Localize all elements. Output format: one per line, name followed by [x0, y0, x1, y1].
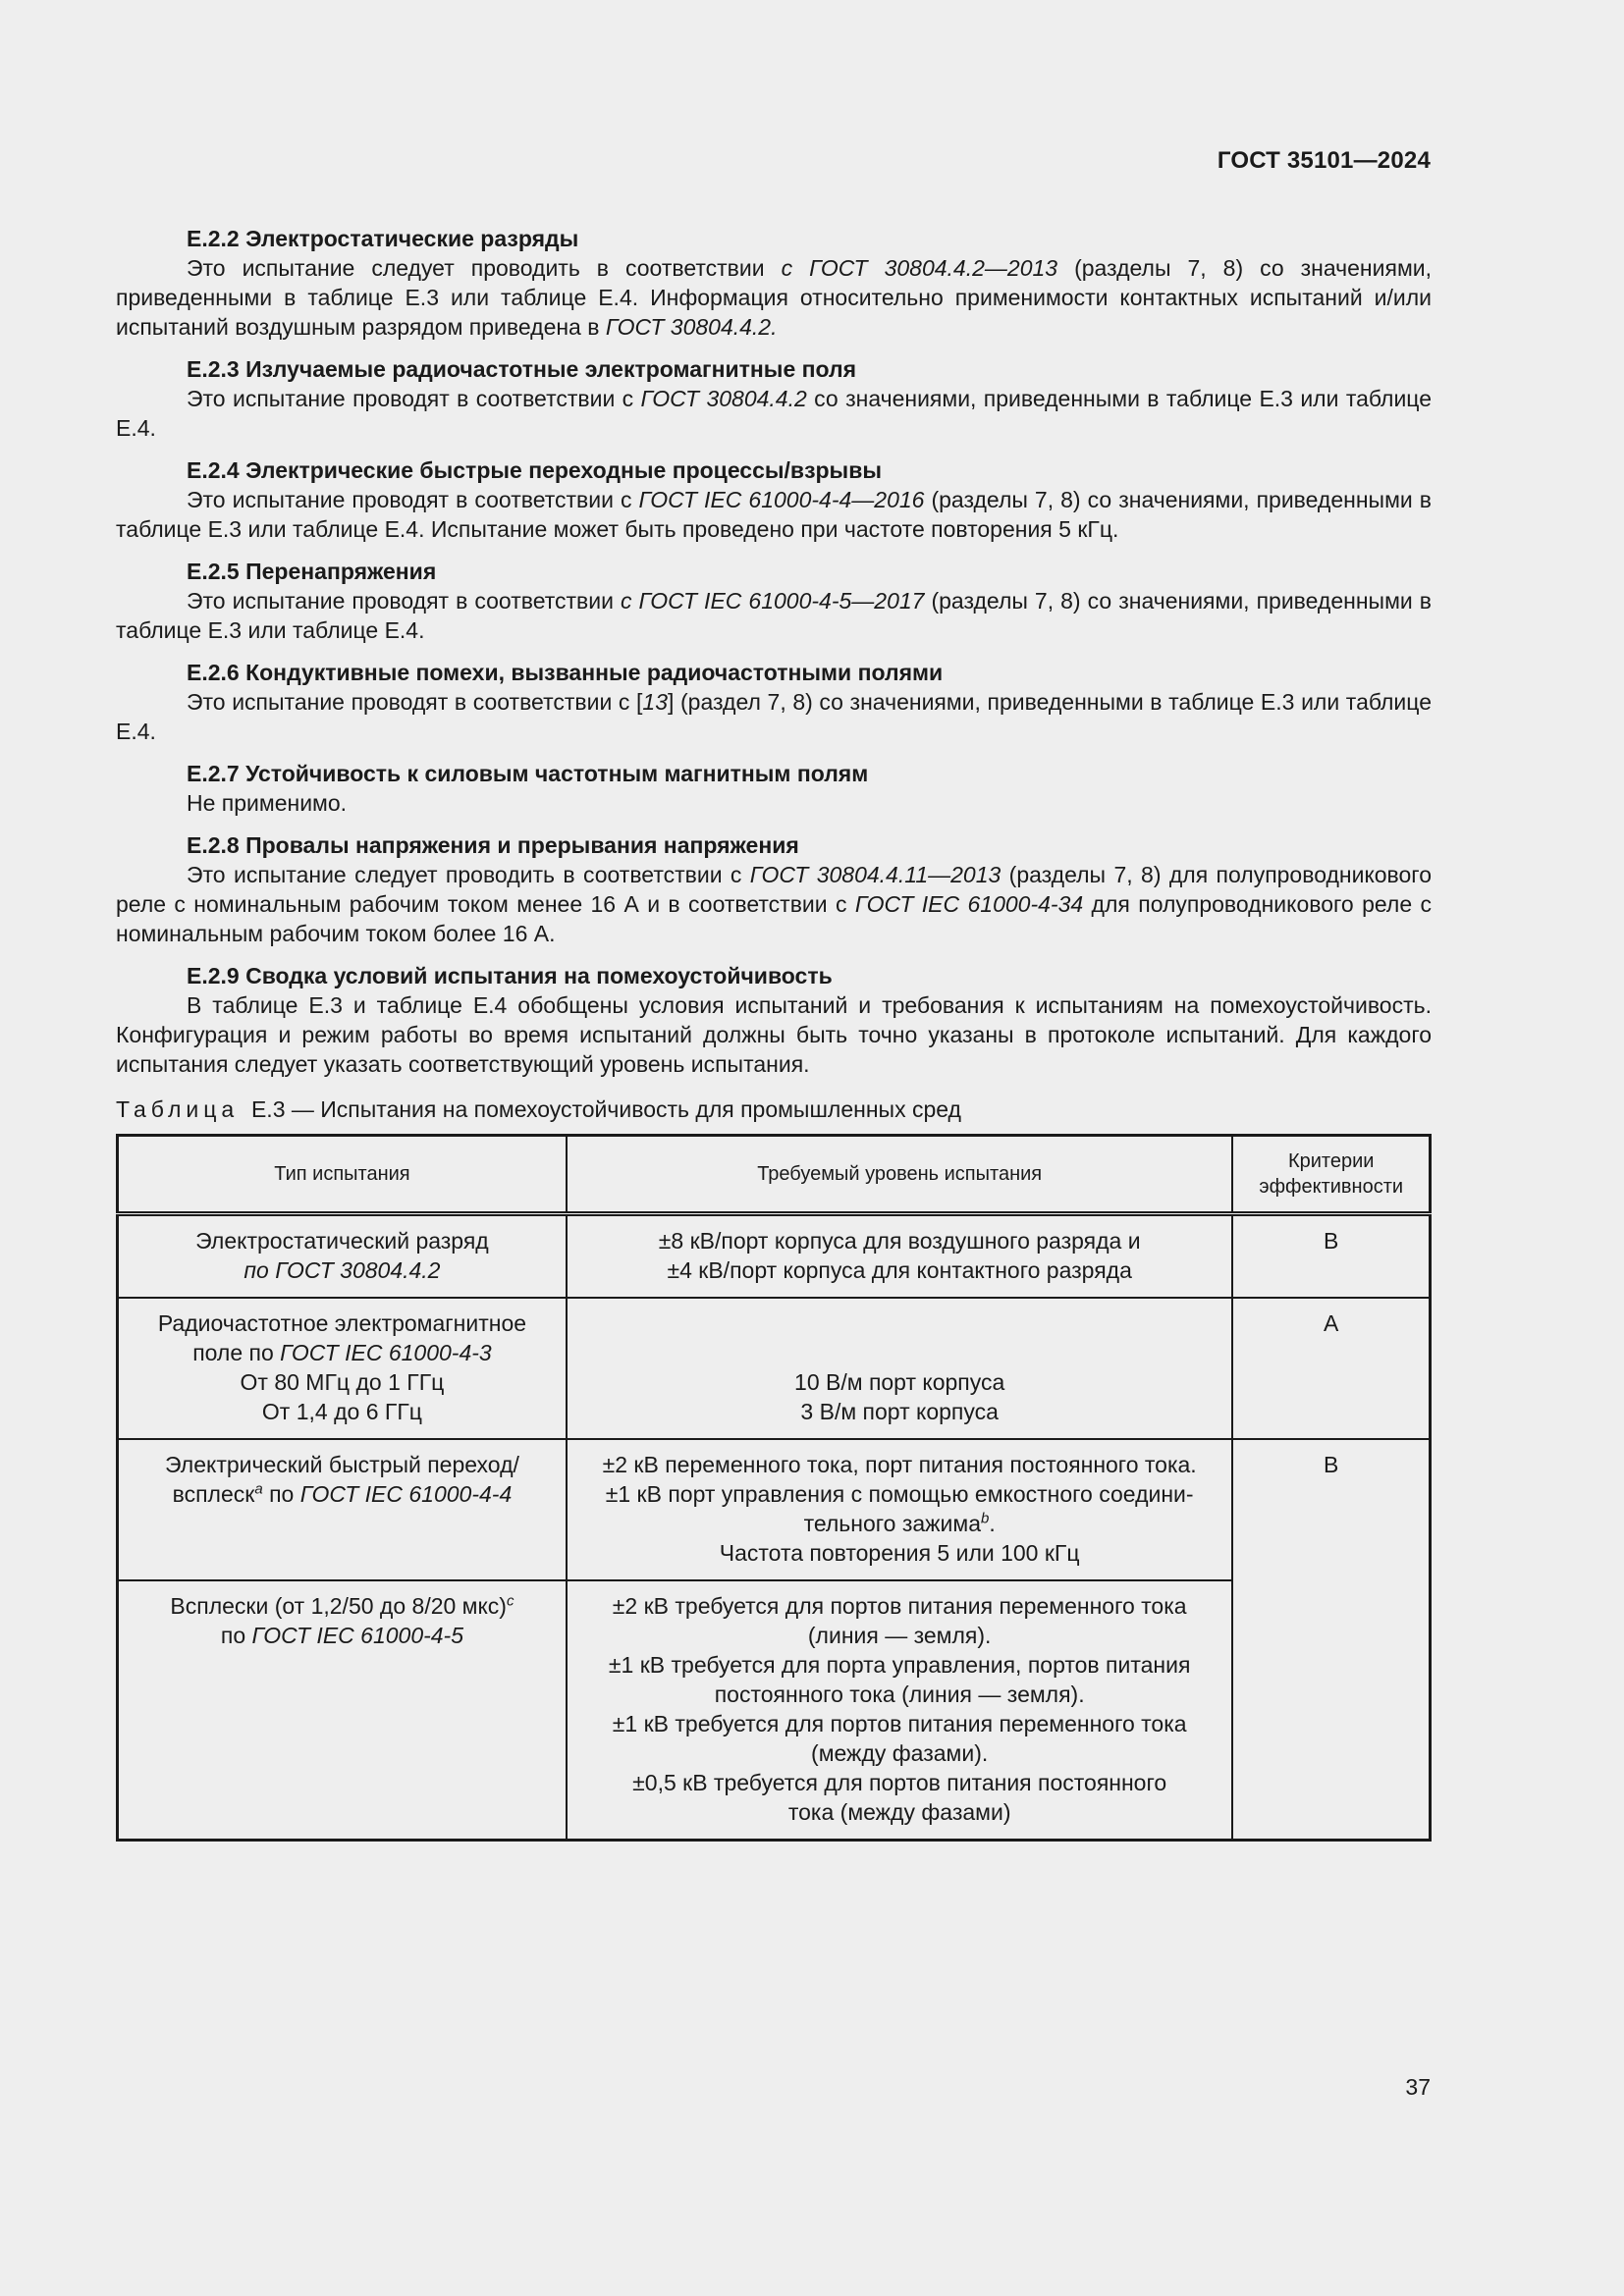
section-text: Это испытание проводят в соответствии с ГОСТ IEC 61000-4-5—2017 (разделы 7, 8) со значениями, приведенными в таблице Е.3 или таблице Е.4.	[116, 588, 1432, 643]
section-title: Е.2.4 Электрические быстрые переходные процессы/взрывы	[187, 457, 882, 483]
section-text: В таблице Е.3 и таблице Е.4 обобщены условия испытаний и требования к испытаниям на помехоустойчивость. Конфигурация и режим работы во время испытаний должны быть точно указаны в протоколе испытаний. Для каждого испытания следует указать соответствующий уровень испытания.	[116, 992, 1432, 1077]
standard-reference: ГОСТ IEC 61000-4-34	[854, 891, 1084, 917]
cell-required-level: ±2 кВ требуется для портов питания переменного тока (линия — земля). ±1 кВ требуется для порта управления, портов питания постоянного тока (линия — земля). ±1 кВ требуется для портов питания переменного тока (между фазами). ±0,5 кВ требуется для портов питания постоянного тока (между фазами)	[567, 1580, 1233, 1841]
section-e23	[116, 354, 1432, 443]
cell-required-level: ±8 кВ/порт корпуса для воздушного разряда и ±4 кВ/порт корпуса для контактного разряда	[567, 1214, 1233, 1299]
bibliography-reference: 13	[642, 689, 669, 715]
section-title: Е.2.6 Кондуктивные помехи, вызванные радиочастотными полями	[187, 660, 944, 685]
section-title: Е.2.7 Устойчивость к силовым частотным магнитным полям	[187, 761, 869, 786]
cell-criteria: В	[1232, 1214, 1430, 1299]
cell-required-level: ±2 кВ переменного тока, порт питания постоянного тока. ±1 кВ порт управления с помощью емкостного соедини- тельного зажима$^b$. Частота повторения 5 или 100 кГц	[567, 1439, 1233, 1580]
cell-test-type: Всплески (от 1,2/50 до 8/20 мкс)$^c$ по ГОСТ IEC 61000-4-5	[118, 1580, 567, 1841]
section-text: Это испытание проводят в соответствии с ГОСТ IEC 61000-4-4—2016 (разделы 7, 8) со значениями, приведенными в таблице Е.3 или таблице Е.4. Испытание может быть проведено при частоте повторения 5 кГц.	[116, 487, 1432, 542]
section-title: Е.2.9 Сводка условий испытания на помехоустойчивость	[187, 963, 833, 988]
section-title: Е.2.2 Электростатические разряды	[187, 226, 579, 251]
document-code: ГОСТ 35101—2024	[1217, 147, 1431, 174]
table-header-row	[118, 1136, 1431, 1214]
table-row	[118, 1580, 1431, 1841]
standard-reference: по ГОСТ 30804.4.2	[244, 1257, 441, 1283]
table-row	[118, 1298, 1431, 1439]
table-caption-label: Таблица	[116, 1096, 240, 1122]
section-e28	[116, 830, 1432, 948]
section-e29	[116, 961, 1432, 1079]
standard-reference: с ГОСТ 30804.4.2—2013	[781, 255, 1058, 281]
section-text: Это испытание следует проводить в соответствии с ГОСТ 30804.4.11—2013 (разделы 7, 8) для полупроводникового реле с номинальным рабочим током менее 16 А и в соответствии с ГОСТ IEC 61000-4-34 для полупроводникового реле с номинальным рабочим током более 16 А.	[116, 862, 1432, 946]
cell-test-type: Электростатический разряд по ГОСТ 30804.4.2	[118, 1214, 567, 1299]
cell-required-level: 10 В/м порт корпуса 3 В/м порт корпуса	[567, 1298, 1233, 1439]
section-e26	[116, 658, 1432, 746]
table-caption	[116, 1095, 1432, 1124]
table-row	[118, 1214, 1431, 1299]
standard-reference: ГОСТ 30804.4.2	[640, 386, 807, 411]
section-title: Е.2.8 Провалы напряжения и прерывания напряжения	[187, 832, 799, 858]
cell-criteria	[1232, 1580, 1430, 1841]
section-e22	[116, 224, 1432, 342]
section-e25	[116, 557, 1432, 645]
section-e24	[116, 455, 1432, 544]
immunity-tests-table	[116, 1134, 1432, 1842]
standard-reference: с ГОСТ IEC 61000-4-5—2017	[620, 588, 925, 614]
cell-test-type: Радиочастотное электромагнитное поле по ГОСТ IEC 61000-4-3 От 80 МГц до 1 ГГц От 1,4 до 6 ГГц	[118, 1298, 567, 1439]
cell-test-type: Электрический быстрый переход/ всплеск$^a$ по ГОСТ IEC 61000-4-4	[118, 1439, 567, 1580]
document-body	[116, 224, 1432, 1842]
section-text: Это испытание проводят в соответствии с ГОСТ 30804.4.2 со значениями, приведенными в таблице Е.3 или таблице Е.4.	[116, 386, 1432, 441]
standard-reference: ГОСТ IEC 61000-4-4—2016	[638, 487, 925, 512]
page-number: 37	[1405, 2074, 1431, 2100]
cell-criteria: В	[1232, 1439, 1430, 1580]
header-criteria: Критерии эффективности	[1232, 1136, 1430, 1214]
section-text: Не применимо.	[187, 790, 348, 816]
section-title: Е.2.3 Излучаемые радиочастотные электромагнитные поля	[187, 356, 857, 382]
header-required-level: Требуемый уровень испытания	[567, 1136, 1233, 1214]
standard-reference: ГОСТ IEC 61000-4-3	[280, 1340, 492, 1365]
table-row	[118, 1439, 1431, 1580]
section-e27	[116, 759, 1432, 818]
header-test-type: Тип испытания	[118, 1136, 567, 1214]
standard-reference: ГОСТ IEC 61000-4-4	[299, 1481, 513, 1507]
standard-reference: ГОСТ 30804.4.2.	[605, 314, 778, 340]
cell-criteria: А	[1232, 1298, 1430, 1439]
table-caption-title: Е.3 — Испытания на помехоустойчивость для промышленных сред	[250, 1096, 961, 1122]
section-text: Это испытание проводят в соответствии с [13] (раздел 7, 8) со значениями, приведенными в таблице Е.3 или таблице Е.4.	[116, 689, 1432, 744]
standard-reference: ГОСТ IEC 61000-4-5	[251, 1623, 464, 1648]
section-title: Е.2.5 Перенапряжения	[187, 559, 437, 584]
section-text: Это испытание следует проводить в соответствии с ГОСТ 30804.4.2—2013 (разделы 7, 8) со значениями, приведенными в таблице Е.3 или таблице Е.4. Информация относительно применимости контактных испытаний и/или испытаний воздушным разрядом приведена в ГОСТ 30804.4.2.	[116, 255, 1432, 340]
standard-reference: ГОСТ 30804.4.11—2013	[749, 862, 1001, 887]
